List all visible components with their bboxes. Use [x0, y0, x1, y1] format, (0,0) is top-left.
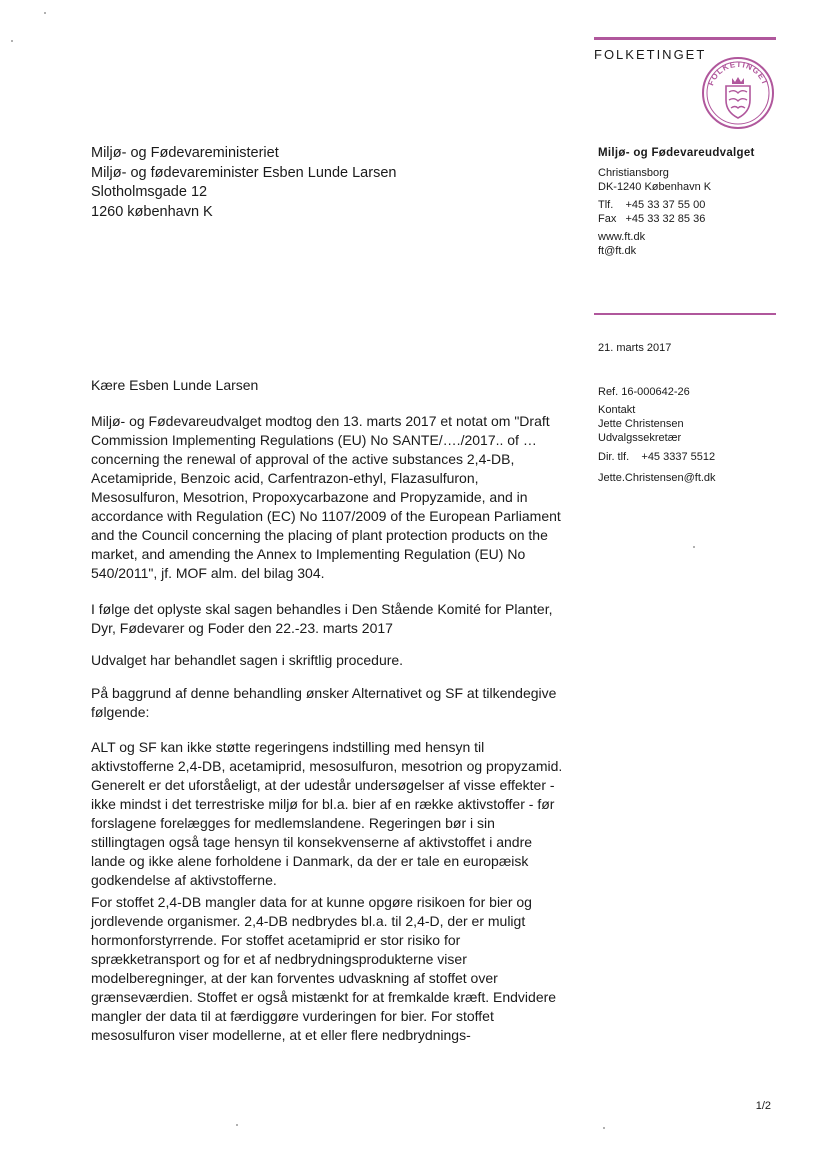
recipient-line: Miljø- og fødevareminister Esben Lunde Larsen [91, 164, 397, 181]
page-number: 1/2 [755, 1100, 771, 1112]
sender-email[interactable]: ft@ft.dk [598, 245, 637, 257]
sender-website[interactable]: www.ft.dk [598, 231, 646, 243]
letter-paragraph [91, 600, 569, 638]
contact-email[interactable]: Jette.Christensen@ft.dk [598, 472, 716, 484]
top-rule [594, 37, 776, 40]
seal-text: FOLKETINGET [706, 59, 770, 87]
recipient-address [91, 144, 396, 222]
scan-speck [603, 1127, 605, 1129]
paragraph-text: På baggrund af denne behandling ønsker Alternativet og SF at tilkendegive følgende: [91, 685, 557, 720]
scan-speck [11, 40, 13, 42]
letter-paragraph [91, 893, 569, 1045]
contact-title: Udvalgssekretær [598, 432, 682, 444]
letter-paragraph [91, 738, 569, 890]
institution-name: FOLKETINGET [594, 47, 707, 62]
sender-address-line: DK-1240 København K [598, 181, 712, 193]
letter-date: 21. marts 2017 [598, 342, 672, 354]
scan-speck [44, 12, 46, 14]
sender-address-line: Christiansborg [598, 167, 669, 179]
paragraph-text: I følge det oplyste skal sagen behandles i Den Stående Komité for Planter, Dyr, Fødevarer og Foder den 22.-23. marts 2017 [91, 601, 553, 636]
scan-speck [236, 1124, 238, 1126]
divider-rule [594, 313, 776, 315]
meta-block [598, 385, 716, 485]
paragraph-text: For stoffet 2,4-DB mangler data for at kunne opgøre risikoen for bier og jordlevende organismer. 2,4-DB nedbrydes bl.a. til 2,4-D, der er muligt hormonforstyrrende. For stoffet acetamiprid er stor risiko for sprækketransport og for et af nedbrydningsprodukterne viser modelberegninger, at der kan forventes udvaskning af stoffet over grænseværdien. Stoffet er også mistænkt for at fremkalde kræft. Endvidere mangler der data til at færdiggøre vurderingen for bier. For stoffet mesosulfuron viser modellerne, at et eller flere nedbrydnings- [91, 894, 557, 1043]
recipient-line: 1260 københavn K [91, 203, 213, 220]
paragraph-text: Miljø- og Fødevareudvalget modtog den 13. marts 2017 et notat om "Draft Commission Implementing Regulations (EU) No SANTE/…./2017.. of … concerning the renewal of approval of the active substances 2,4-DB, Acetamipride, Benzoic acid, Carfentrazon-ethyl, Flazasulfuron, Mesosulfuron, Mesotrion, Propoxycarbazone and Propyzamide, and in accordance with Regulation (EC) No 1107/2009 of the European Parliament and the Council concerning the placing of plant protection products on the market, and amending the Annex to Implementing Regulation (EU) No 540/2011", jf. MOF alm. del bilag 304. [91, 413, 561, 581]
contact-name: Jette Christensen [598, 418, 684, 430]
letter-paragraph [91, 684, 569, 722]
paragraph-text: Udvalget har behandlet sagen i skriftlig procedure. [91, 652, 404, 668]
contact-direct-phone: Dir. tlf. +45 3337 5512 [598, 451, 716, 463]
sender-fax: Fax +45 33 32 85 36 [598, 213, 706, 225]
salutation: Kære Esben Lunde Larsen [91, 377, 259, 393]
scan-speck [693, 546, 695, 548]
sender-block [598, 146, 755, 258]
folketinget-seal-icon [701, 56, 775, 130]
recipient-line: Slotholmsgade 12 [91, 184, 208, 200]
paragraph-text: ALT og SF kan ikke støtte regeringens indstilling med hensyn til aktivstofferne 2,4-DB, acetamiprid, mesosulfuron, mesotrion og propyzamid. Generelt er det uforståeligt, at der udestår undersøgelser af visse effekter - ikke mindst i det terrestriske miljø for bl.a. bier af en række aktivstoffer - før forslagene forelægges for medlemslandene. Regeringen bør i sin stillingtagen også tage hensyn til konsekvenserne af aktivstoffet i andre lande og ikke alene forholdene i Danmark, da der er tale en europæisk godkendelse af aktivstofferne. [91, 739, 563, 888]
reference-number: Ref. 16-000642-26 [598, 386, 690, 398]
letter-paragraph [91, 412, 569, 583]
sender-committee: Miljø- og Fødevareudvalget [598, 147, 755, 159]
sender-phone: Tlf. +45 33 37 55 00 [598, 199, 706, 211]
letter-paragraph [91, 651, 569, 670]
contact-label: Kontakt [598, 404, 636, 416]
recipient-line: Miljø- og Fødevareministeriet [91, 145, 279, 161]
